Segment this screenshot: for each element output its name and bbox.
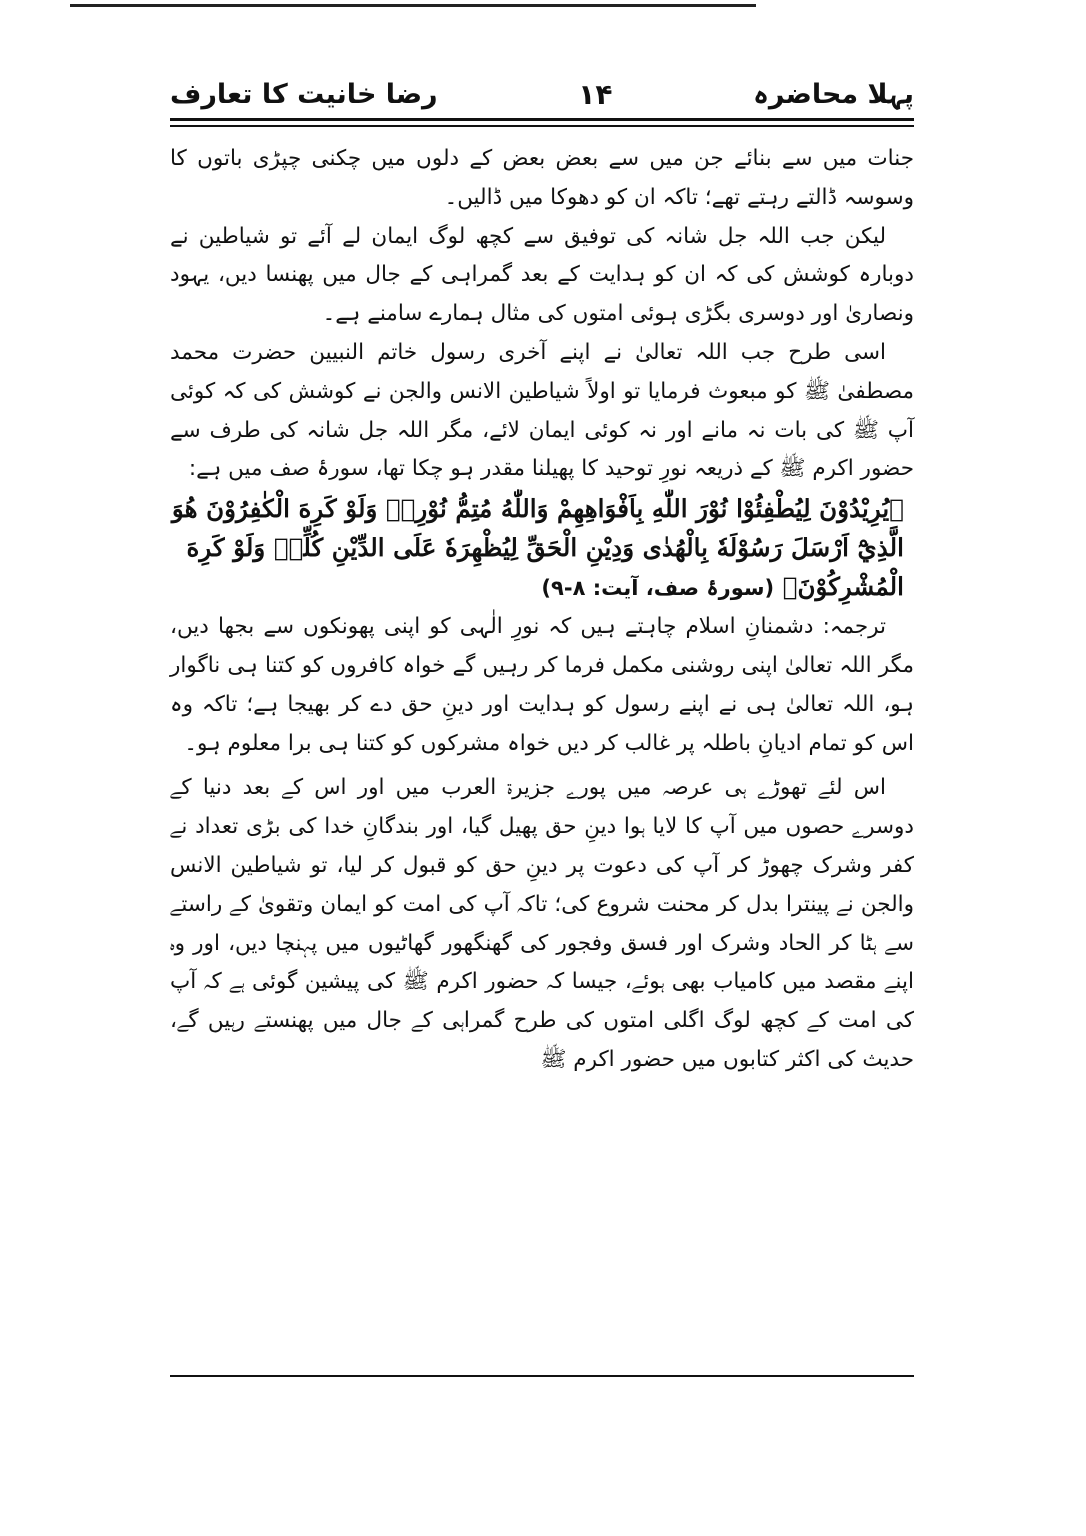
- page-header: [170, 74, 914, 114]
- chapter-title: رضا خانیت کا تعارف: [170, 78, 438, 110]
- footer-rule: [170, 1375, 914, 1377]
- header-rule-thick: [170, 118, 914, 121]
- quran-verse-block: [170, 489, 914, 608]
- paragraph-6: اس لئے تھوڑے ہی عرصہ میں پورے جزیرۃ العرب میں اور اس کے بعد دنیا کے دوسرے حصوں میں آپ کا لایا ہوا دینِ حق پھیل گیا، اور بندگانِ خدا کی بڑی تعداد نے کفر وشرک چھوڑ کر آپ کی دعوت پر دینِ حق کو قبول کر لیا، تو شیاطین الانس والجن نے پینترا بدل کر محنت شروع کی؛ تاکہ آپ کی امت کو ایمان وتقویٰ کے راستے سے ہٹا کر الحاد وشرک اور فسق وفجور کی گھنگھور گھاٹیوں میں پہنچا دیں، اور وہ اپنے مقصد میں کامیاب بھی ہوئے، جیسا کہ حضور اکرم ﷺ کی پیشین گوئی ہے کہ آپ کی امت کے کچھ لوگ اگلی امتوں کی طرح گمراہی کے جال میں پھنستے رہیں گے، حدیث کی اکثر کتابوں میں حضور اکرم ﷺ: [170, 775, 914, 1072]
- translation-paragraph: ترجمہ: دشمنانِ اسلام چاہتے ہیں کہ نورِ الٰہی کو اپنی پھونکوں سے بجھا دیں، مگر اللہ تعالیٰ اپنی روشنی مکمل فرما کر رہیں گے خواہ کافروں کو کتنا ہی ناگوار ہو، اللہ تعالیٰ ہی نے اپنے رسول کو ہدایت اور دینِ حق دے کر بھیجا ہے؛ تاکہ وہ اس کو تمام ادیانِ باطلہ پر غالب کر دیں خواہ مشرکوں کو کتنا ہی برا معلوم ہو۔: [170, 614, 914, 756]
- quran-verse: ﴿يُرِيْدُوْنَ لِيُطْفِئُوْا نُوْرَ اللّٰهِ بِاَفْوَاهِهِمْ وَاللّٰهُ مُتِمُّ نُوْرِهٖ وَلَوْ كَرِهَ الْكٰفِرُوْنَ هُوَ الَّذِيْٓ اَرْسَلَ رَسُوْلَهٗ بِالْهُدٰى وَدِيْنِ الْحَقِّ لِيُظْهِرَهٗ عَلَى الدِّيْنِ كُلِّهٖ وَلَوْ كَرِهَ الْمُشْرِكُوْنَ﴾: [171, 494, 904, 602]
- paragraph-2: لیکن جب اللہ جل شانہ کی توفیق سے کچھ لوگ ایمان لے آئے تو شیاطین نے دوبارہ کوشش کی کہ ان کو ہدایت کے بعد گمراہی کے جال میں پھنسا دیں، یہود ونصاریٰ اور دوسری بگڑی ہوئی امتوں کی مثال ہمارے سامنے ہے۔: [170, 223, 914, 327]
- verse-reference: (سورۂ صف، آیت: ۸-۹): [541, 576, 775, 601]
- paragraph-1: جنات میں سے بنائے جن میں سے بعض بعض کے دلوں میں چکنی چپڑی باتوں کا وسوسہ ڈالتے رہتے تھے؛ تاکہ ان کو دھوکا میں ڈالیں۔: [170, 146, 914, 210]
- top-edge-rule: [70, 4, 756, 7]
- header-rule-thin: [170, 125, 914, 127]
- page-number: ۱۴: [578, 77, 613, 111]
- paragraph-3: اسی طرح جب اللہ تعالیٰ نے اپنے آخری رسول خاتم النبیین حضرت محمد مصطفیٰ ﷺ کو مبعوث فرمایا تو اولاً شیاطین الانس والجن نے کوشش کی کہ کوئی آپ ﷺ کی بات نہ مانے اور نہ کوئی ایمان لائے، مگر اللہ جل شانہ کی طرف سے حضور اکرم ﷺ کے ذریعہ نورِ توحید کا پھیلنا مقدر ہو چکا تھا، سورۂ صف میں ہے:: [170, 339, 914, 482]
- book-title: پہلا محاضرہ: [753, 78, 914, 110]
- page-body: [170, 140, 914, 1080]
